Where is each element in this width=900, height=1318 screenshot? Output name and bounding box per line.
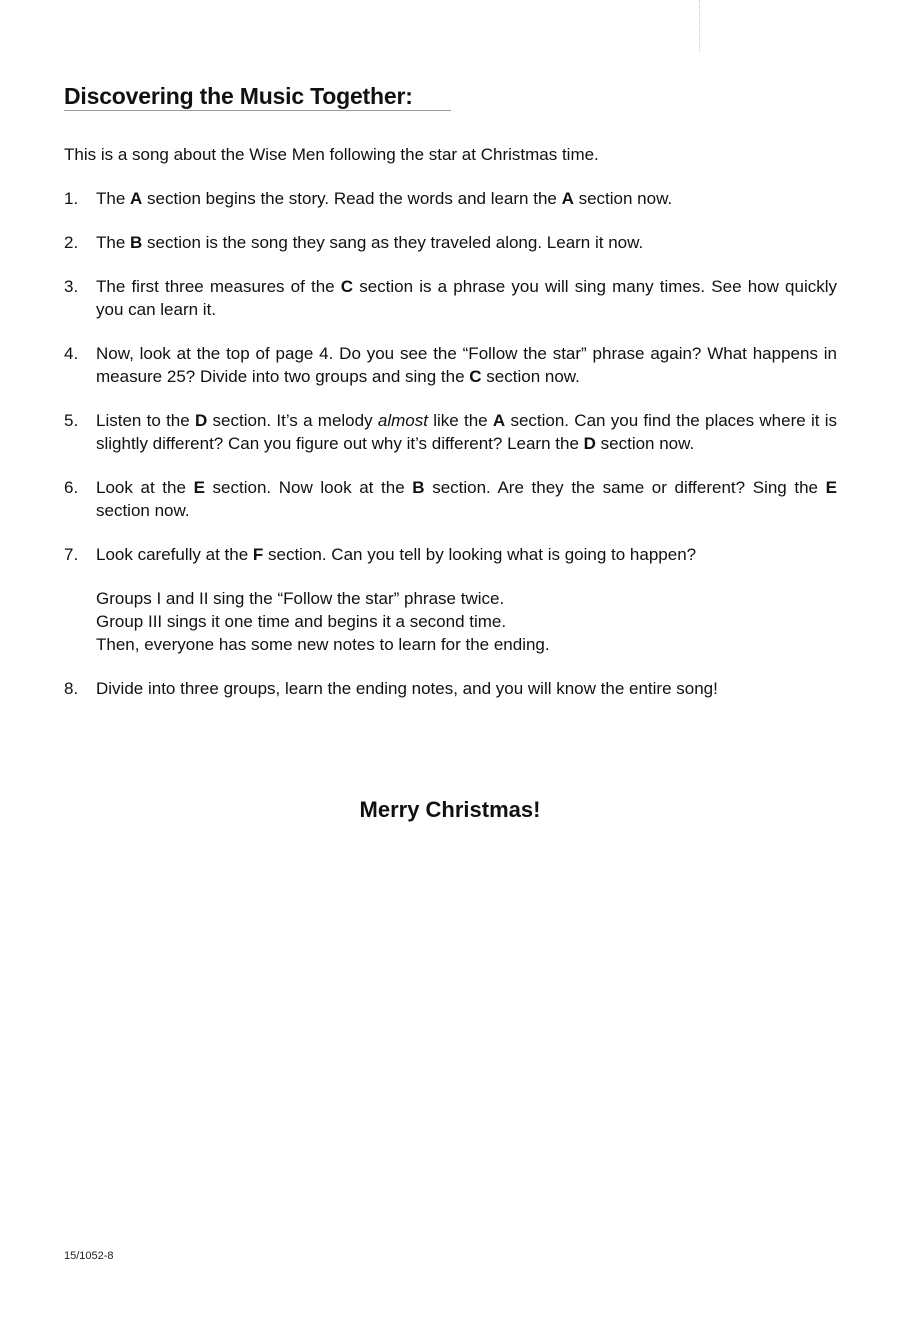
item-number: 4. xyxy=(64,344,79,363)
list-item xyxy=(64,677,837,700)
item-number: 8. xyxy=(64,679,79,698)
item-text: The A section begins the story. Read the words and learn the A section now. xyxy=(96,189,673,208)
section-letter: F xyxy=(252,545,264,564)
item-number: 2. xyxy=(64,233,79,252)
list-item xyxy=(64,342,837,388)
catalog-code: 15/1052-8 xyxy=(64,1250,114,1262)
item-text: Now, look at the top of page 4. Do you see the “Follow the star” phrase again? What happens in measure 25? Divide into two groups and sing the C section now. xyxy=(96,344,837,386)
item-text: Listen to the D section. It’s a melody almost like the A section. Can you find the places where it is slightly different? Can you figure out why it’s different? Learn the D section now. xyxy=(96,411,838,453)
item-text: Divide into three groups, learn the ending notes, and you will know the entire song! xyxy=(96,679,718,698)
group-instructions xyxy=(96,587,837,656)
section-letter: A xyxy=(561,189,574,208)
list-item xyxy=(64,187,837,210)
item-text: The B section is the song they sang as they traveled along. Learn it now. xyxy=(96,233,644,252)
list-item xyxy=(64,409,837,455)
group-instruction-line: Group III sings it one time and begins it a second time. xyxy=(96,612,507,631)
closing-greeting: Merry Christmas! xyxy=(359,797,541,822)
section-letter: D xyxy=(583,434,596,453)
section-letter: B xyxy=(130,233,143,252)
section-letter: B xyxy=(412,478,425,497)
item-number: 6. xyxy=(64,478,79,497)
section-letter: C xyxy=(340,277,354,296)
section-letter: A xyxy=(130,189,143,208)
item-number: 5. xyxy=(64,411,79,430)
group-instruction-line: Then, everyone has some new notes to learn for the ending. xyxy=(96,635,550,654)
section-letter: A xyxy=(492,411,506,430)
item-text: Look carefully at the F section. Can you tell by looking what is going to happen? xyxy=(96,545,697,564)
emphasis-word: almost xyxy=(377,411,428,430)
section-letter: D xyxy=(194,411,208,430)
list-item xyxy=(64,231,837,254)
item-number: 7. xyxy=(64,545,79,564)
page-heading: Discovering the Music Together: xyxy=(64,83,413,109)
intro-paragraph: This is a song about the Wise Men following the star at Christmas time. xyxy=(64,145,599,164)
list-item xyxy=(64,275,837,321)
section-letter: C xyxy=(469,367,482,386)
item-number: 3. xyxy=(64,277,79,296)
heading-underline xyxy=(64,110,451,111)
scan-edge-mark xyxy=(699,0,700,52)
item-text: Look at the E section. Now look at the B section. Are they the same or different? Sing the E section now. xyxy=(96,478,837,520)
group-instruction-line: Groups I and II sing the “Follow the star” phrase twice. xyxy=(96,589,505,608)
list-item xyxy=(64,476,837,522)
list-item xyxy=(64,543,837,566)
instruction-list xyxy=(64,187,837,721)
item-text: The first three measures of the C section is a phrase you will sing many times. See how quickly you can learn it. xyxy=(96,277,837,319)
item-number: 1. xyxy=(64,189,79,208)
section-letter: E xyxy=(825,478,837,497)
section-letter: E xyxy=(193,478,205,497)
